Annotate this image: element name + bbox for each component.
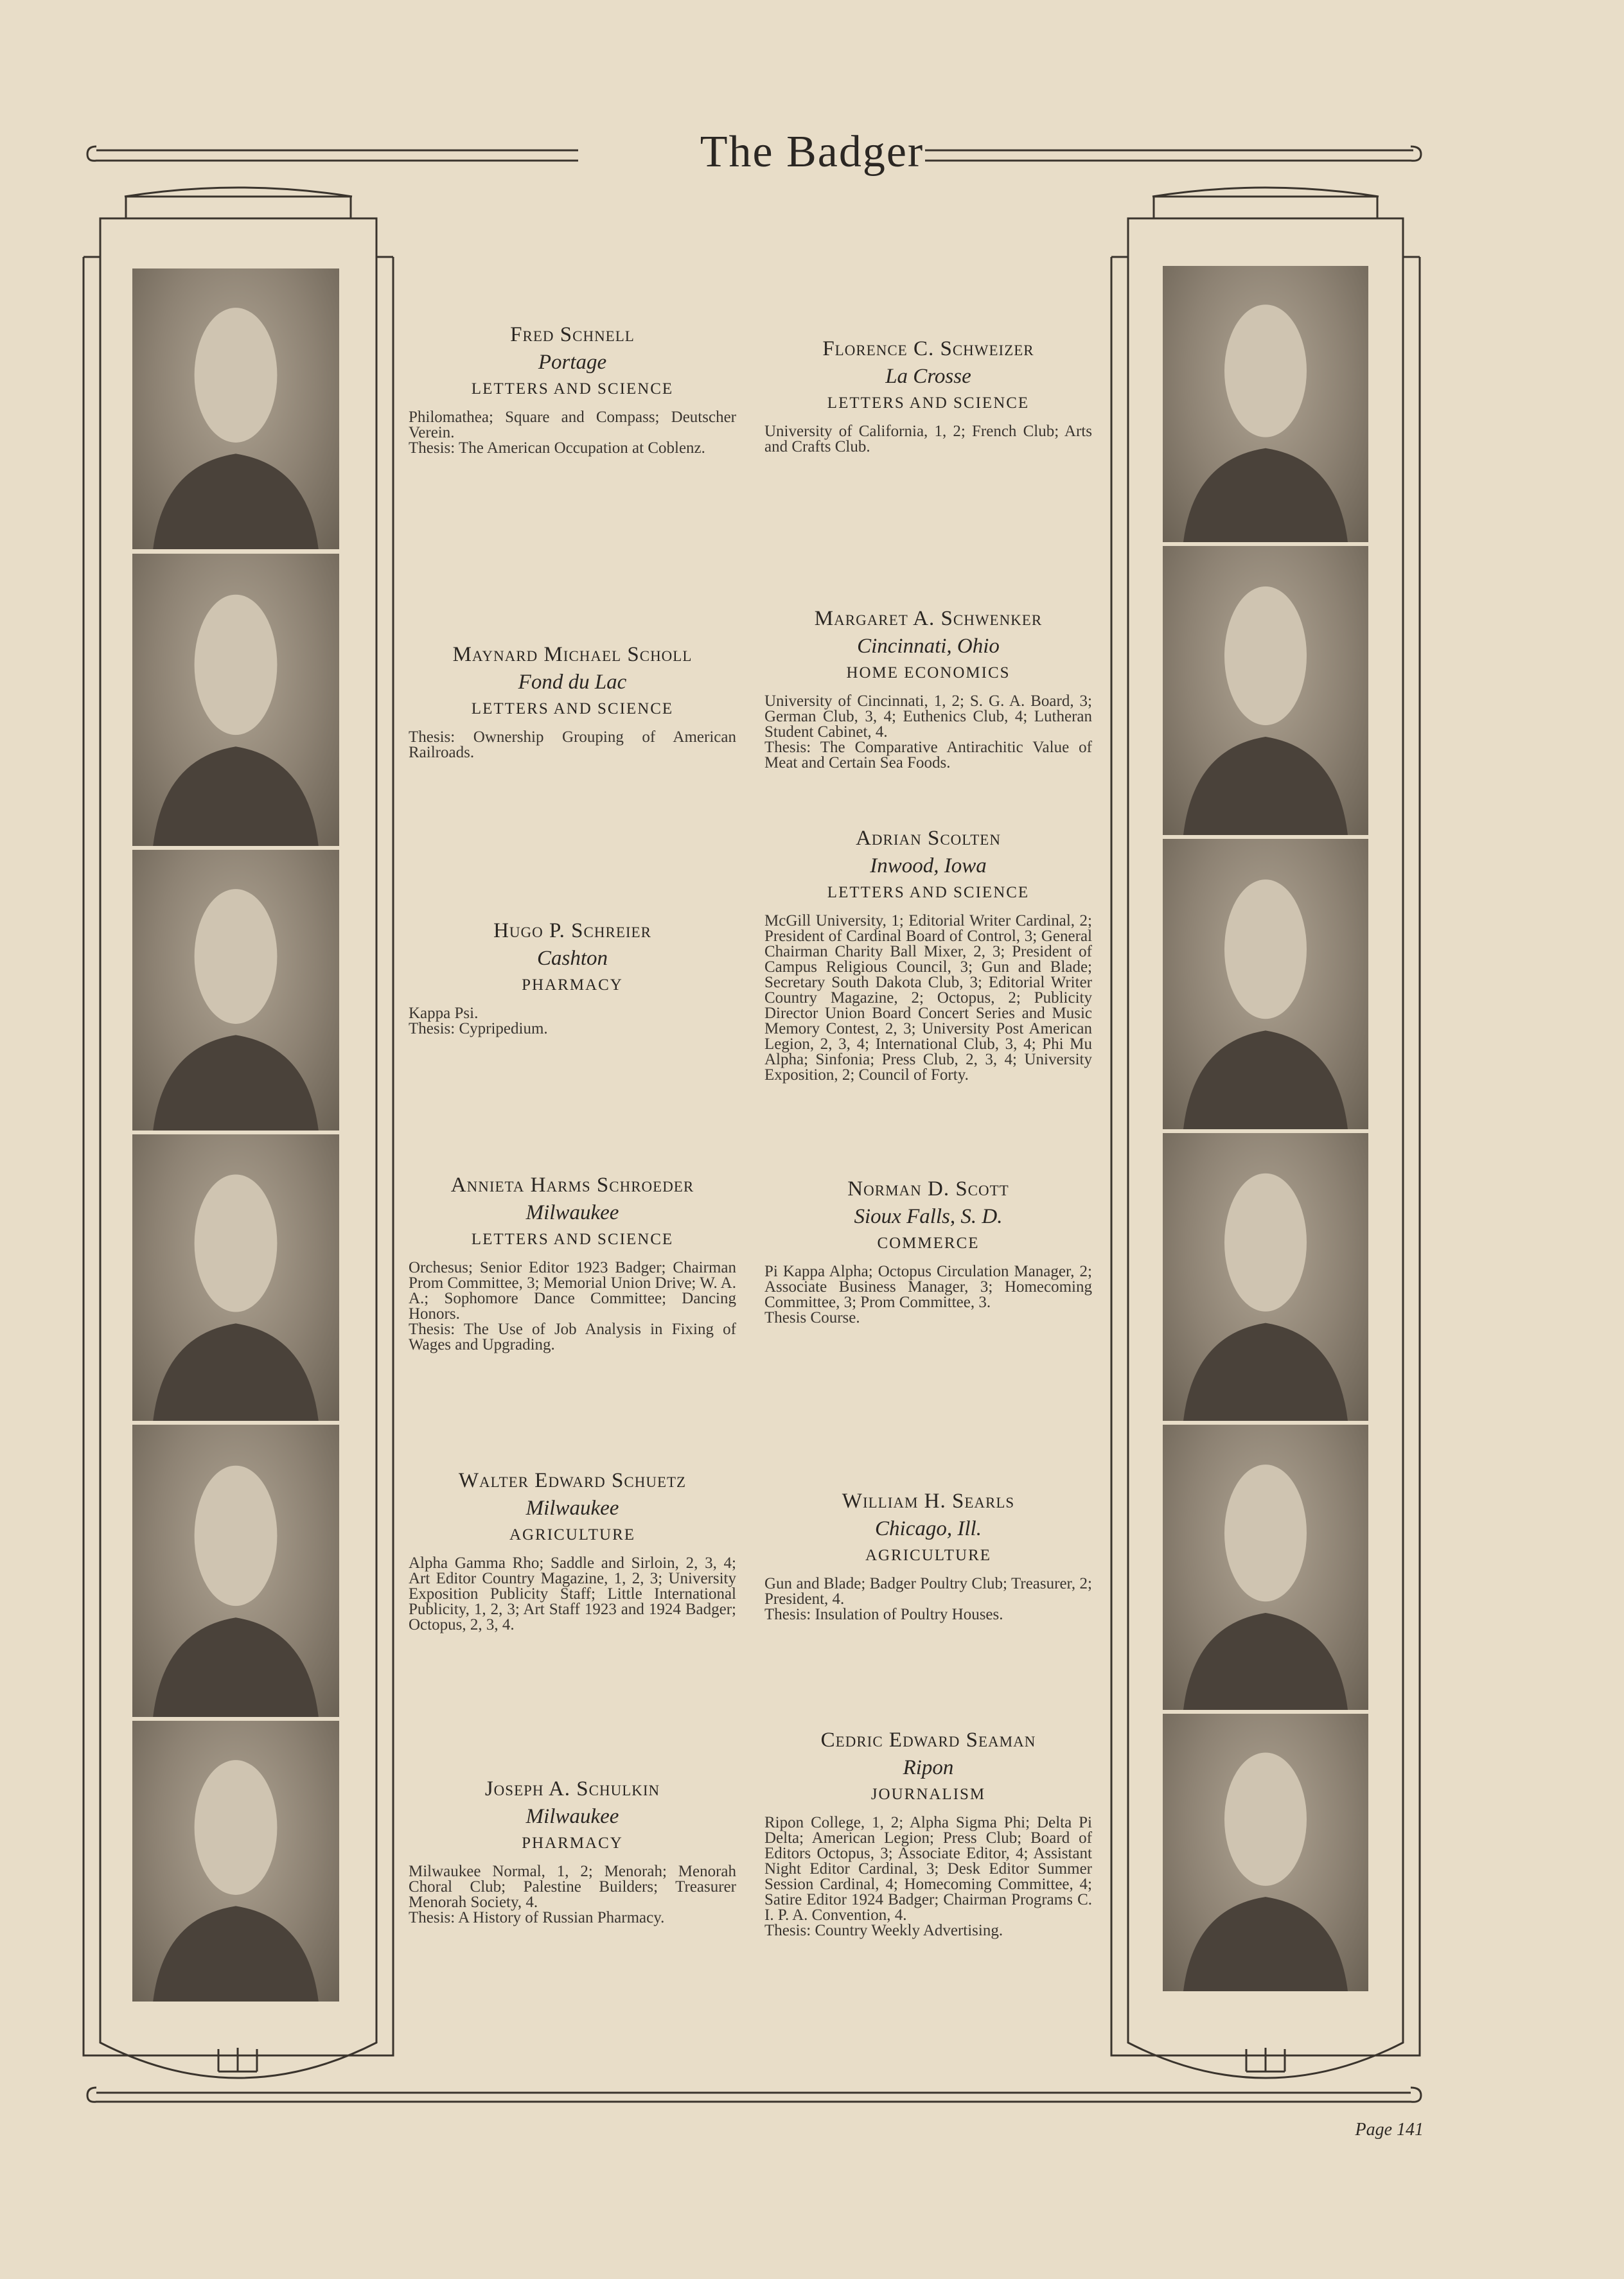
portrait-photo-2 [132,554,339,846]
student-name: Adrian Scolten [856,827,1001,850]
portrait-photo-4 [132,1134,339,1421]
student-activities: Orchesus; Senior Editor 1923 Badger; Chairman Prom Committee, 3; Memorial Union Drive; W. A. A.; Sophomore Dance Committee; Dancing Honors. [409,1259,736,1323]
portrait-photo-7 [1163,266,1368,542]
student-college: LETTERS AND SCIENCE [471,380,674,398]
student-activities: University of California, 1, 2; French Club; Arts and Crafts Club. [764,423,1092,455]
student-entry [764,1175,1092,1326]
student-activities: University of Cincinnati, 1, 2; S. G. A. Board, 3; German Club, 3, 4; Euthenics Club, 4; Lutheran Student Cabinet, 4. [764,692,1092,741]
student-thesis: Thesis Course. [764,1309,860,1326]
student-entry [764,1727,1092,1939]
student-college: HOME ECONOMICS [846,664,1011,682]
portrait-photo-11 [1163,1425,1368,1710]
student-name: Walter Edward Schuetz [458,1469,687,1492]
student-thesis: Thesis: The Use of Job Analysis in Fixing of Wages and Upgrading. [409,1321,736,1353]
student-name: Florence C. Schweizer [822,337,1034,360]
student-entry [409,917,736,1037]
portrait-photo-12 [1163,1714,1368,1991]
portrait-photo-10 [1163,1133,1368,1421]
student-entry [764,335,1092,455]
student-thesis: Thesis: A History of Russian Pharmacy. [409,1909,665,1926]
student-name: Joseph A. Schulkin [484,1777,660,1800]
student-college: PHARMACY [522,1835,623,1852]
student-activities: Kappa Psi. [409,1005,479,1022]
student-college: AGRICULTURE [865,1547,992,1564]
student-college: AGRICULTURE [509,1526,636,1544]
student-college: PHARMACY [522,976,623,994]
student-name: Norman D. Scott [847,1177,1009,1201]
student-activities: McGill University, 1; Editorial Writer Cardinal, 2; President of Cardinal Board of Control, 3; General Chairman Charity Ball Mixer, 2, 3; President of Campus Religious Council, 3; Gun and Blade; Secretary South Dakota Club, 3; Editorial Writer Country Magazine, 2; Octopus, 2; Publicity Director Union Board Concert Series and Music Memory Contest, 2, 3; University Post American Legion, 2, 3, 4; International Club, 3, 4; Phi Mu Alpha; Sinfonia; Press Club, 2, 3, 4; University Exposition, 2; Council of Forty. [764,912,1092,1084]
student-activities: Alpha Gamma Rho; Saddle and Sirloin, 2, 3, 4; Art Editor Country Magazine, 1, 2, 3; University Exposition Publicity Staff; Little International Publicity, 1, 2, 3; Art Staff 1923 and 1924 Badger; Octopus, 2, 3, 4. [409,1554,736,1633]
page-number: Page 141 [1355,2120,1424,2140]
student-activities: Pi Kappa Alpha; Octopus Circulation Manager, 2; Associate Business Manager, 3; Homecoming Committee, 3; Prom Committee, 3. [764,1263,1092,1311]
portrait-photo-3 [132,850,339,1131]
student-hometown: Fond du Lac [518,671,627,694]
student-college: LETTERS AND SCIENCE [827,884,1030,901]
student-hometown: Milwaukee [525,1201,619,1224]
student-name: Maynard Michael Scholl [452,643,693,666]
student-thesis: Thesis: The American Occupation at Coblenz. [409,439,705,457]
portrait-photo-5 [132,1425,339,1717]
student-hometown: La Crosse [885,365,971,388]
student-college: COMMERCE [877,1235,980,1252]
student-college: JOURNALISM [870,1786,986,1803]
student-thesis: Thesis: Cypripedium. [409,1020,548,1037]
student-hometown: Portage [538,351,607,374]
student-name: Fred Schnell [510,323,635,346]
portrait-photo-6 [132,1721,339,2002]
student-activities: Gun and Blade; Badger Poultry Club; Treasurer, 2; President, 4. [764,1575,1092,1608]
student-entry [764,605,1092,771]
student-hometown: Sioux Falls, S. D. [854,1205,1003,1228]
portrait-photo-8 [1163,546,1368,835]
student-hometown: Inwood, Iowa [870,854,987,877]
student-hometown: Milwaukee [525,1497,619,1520]
student-entry [409,1467,736,1633]
student-entry [409,1172,736,1353]
student-entry [764,825,1092,1083]
student-activities: Milwaukee Normal, 1, 2; Menorah; Menorah Choral Club; Palestine Builders; Treasurer Menorah Society, 4. [409,1863,736,1911]
student-thesis: Thesis: Insulation of Poultry Houses. [764,1606,1003,1623]
student-hometown: Chicago, Ill. [875,1517,982,1540]
student-thesis: Thesis: The Comparative Antirachitic Value of Meat and Certain Sea Foods. [764,739,1092,771]
student-activities: Philomathea; Square and Compass; Deutscher Verein. [409,409,736,441]
student-hometown: Cashton [536,947,608,970]
student-hometown: Cincinnati, Ohio [857,635,1000,658]
student-thesis: Thesis: Country Weekly Advertising. [764,1922,1003,1939]
student-entry [764,1488,1092,1623]
student-entry [409,641,736,761]
student-thesis: Thesis: Ownership Grouping of American Railroads. [409,728,736,761]
student-name: William H. Searls [842,1490,1015,1513]
student-college: LETTERS AND SCIENCE [471,700,674,717]
student-activities: Ripon College, 1, 2; Alpha Sigma Phi; Delta Pi Delta; American Legion; Press Club; Board of Editors Octopus, 3; Associate Editor, 4; Assistant Night Editor Cardinal, 3; Desk Editor Summer Session Cardinal, 4; Homecoming Committee, 4; Satire Editor 1924 Badger; Chairman Programs C. I. P. A. Convention, 4. [764,1814,1092,1924]
portrait-photo-1 [132,268,339,549]
student-hometown: Milwaukee [525,1805,619,1828]
student-name: Cedric Edward Seaman [820,1729,1036,1752]
portrait-photo-9 [1163,839,1368,1129]
student-college: LETTERS AND SCIENCE [471,1231,674,1248]
student-entry [409,1775,736,1926]
student-college: LETTERS AND SCIENCE [827,394,1030,412]
student-hometown: Ripon [903,1756,954,1779]
page-title: The Badger [700,127,924,177]
student-name: Hugo P. Schreier [493,919,651,942]
student-name: Annieta Harms Schroeder [450,1174,694,1197]
student-entry [409,321,736,456]
student-name: Margaret A. Schwenker [814,607,1043,630]
